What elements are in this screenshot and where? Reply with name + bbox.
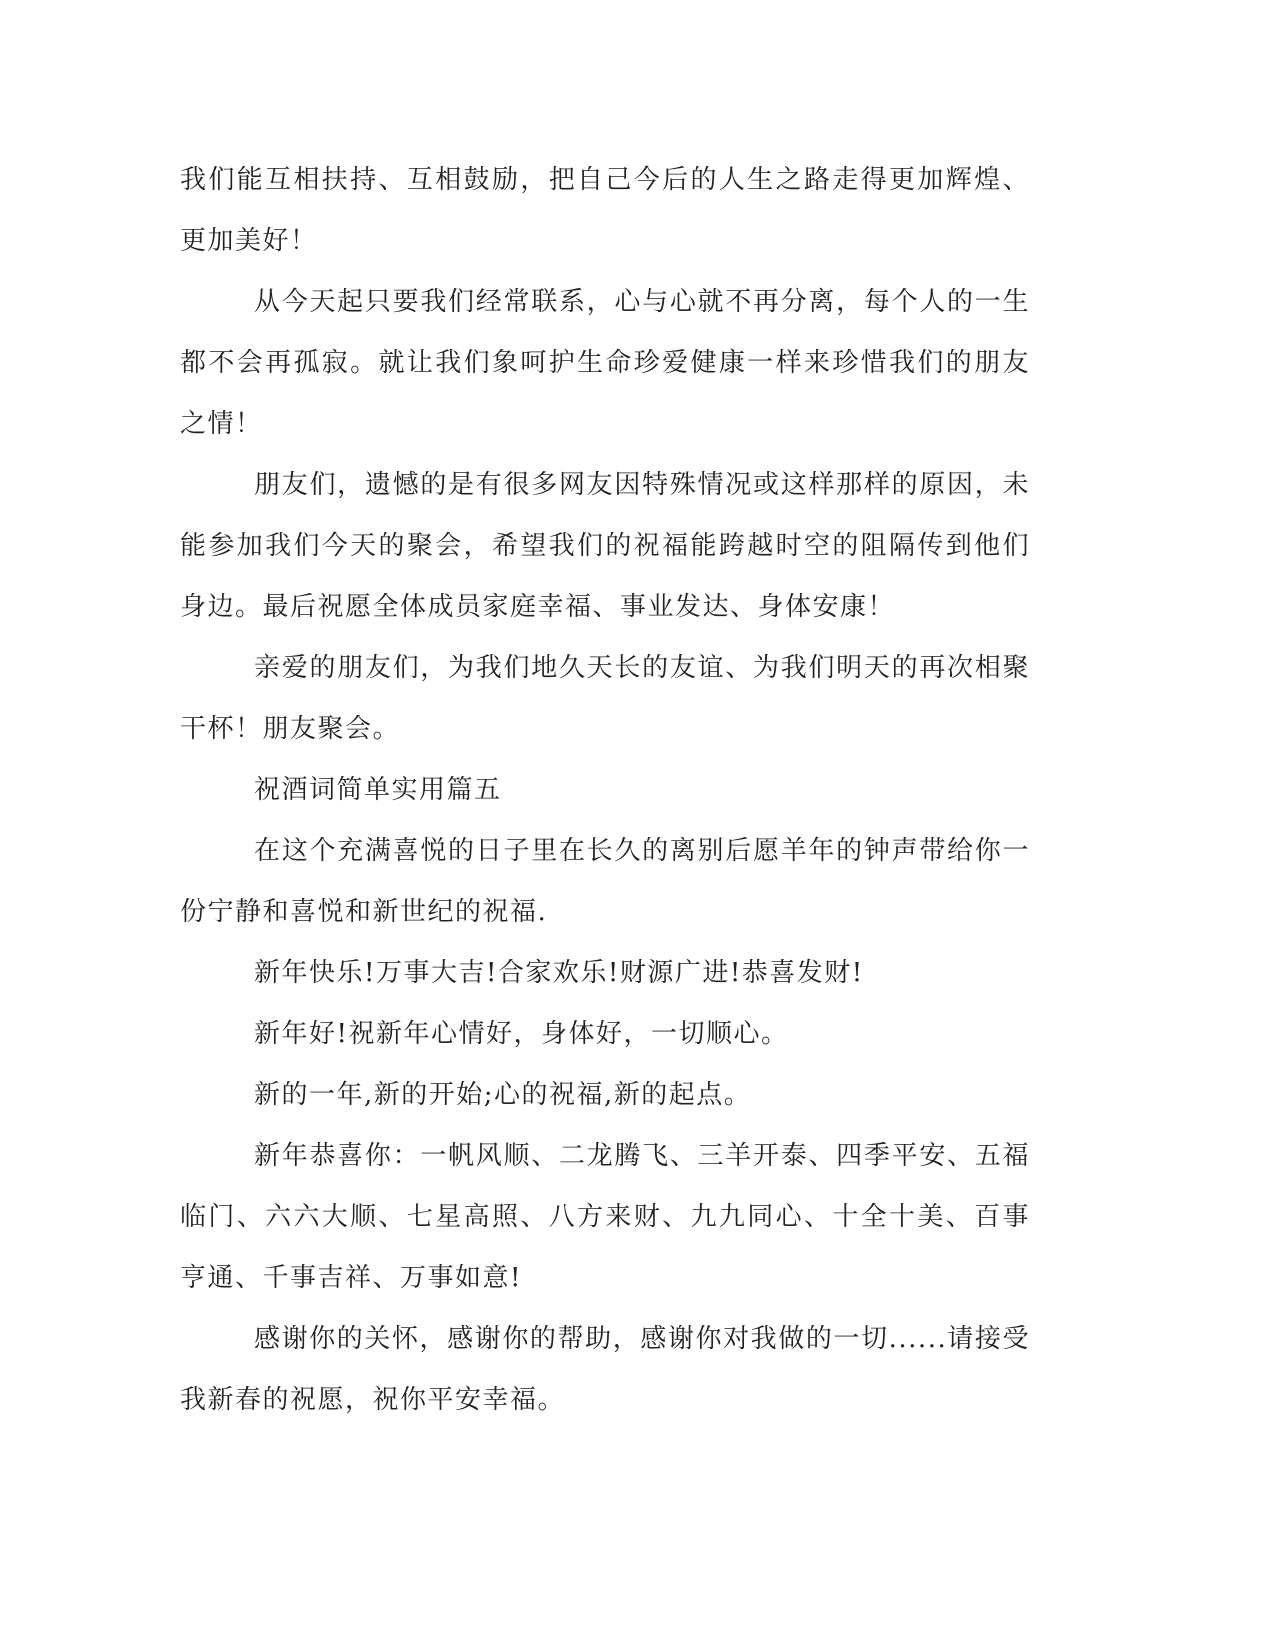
- paragraph-9: 新年恭喜你：一帆风顺、二龙腾飞、三羊开泰、四季平安、五福临门、六六大顺、七星高照、八方来财、九九同心、十全十美、百事亨通、千事吉祥、万事如意!: [180, 1141, 1030, 1293]
- paragraph-2: 从今天起只要我们经常联系，心与心就不再分离，每个人的一生都不会再孤寂。就让我们象呵护生命珍爱健康一样来珍惜我们的朋友之情！: [180, 287, 1030, 439]
- paragraph-3: 朋友们，遗憾的是有很多网友因特殊情况或这样那样的原因，未能参加我们今天的聚会，希望我们的祝福能跨越时空的阻隔传到他们身边。最后祝愿全体成员家庭幸福、事业发达、身体安康！: [180, 470, 1030, 622]
- paragraph-10: 感谢你的关怀，感谢你的帮助，感谢你对我做的一切......请接受我新春的祝愿，祝你平安幸福。: [180, 1324, 1030, 1415]
- document-page: [180, 150, 1030, 1431]
- paragraph-6: 新年快乐!万事大吉!合家欢乐!财源广进!恭喜发财!: [254, 958, 864, 988]
- paragraph-5: 在这个充满喜悦的日子里在长久的离别后愿羊年的钟声带给你一份宁静和喜悦和新世纪的祝福.: [180, 836, 1030, 927]
- paragraph-8: 新的一年,新的开始;心的祝福,新的起点。: [254, 1080, 752, 1110]
- paragraph-7: 新年好!祝新年心情好，身体好，一切顺心。: [254, 1019, 789, 1049]
- paragraph-4: 亲爱的朋友们，为我们地久天长的友谊、为我们明天的再次相聚干杯！朋友聚会。: [180, 653, 1030, 744]
- section-heading: 祝酒词简单实用篇五: [254, 775, 502, 805]
- paragraph-1: 我们能互相扶持、互相鼓励，把自己今后的人生之路走得更加辉煌、更加美好！: [180, 165, 1030, 256]
